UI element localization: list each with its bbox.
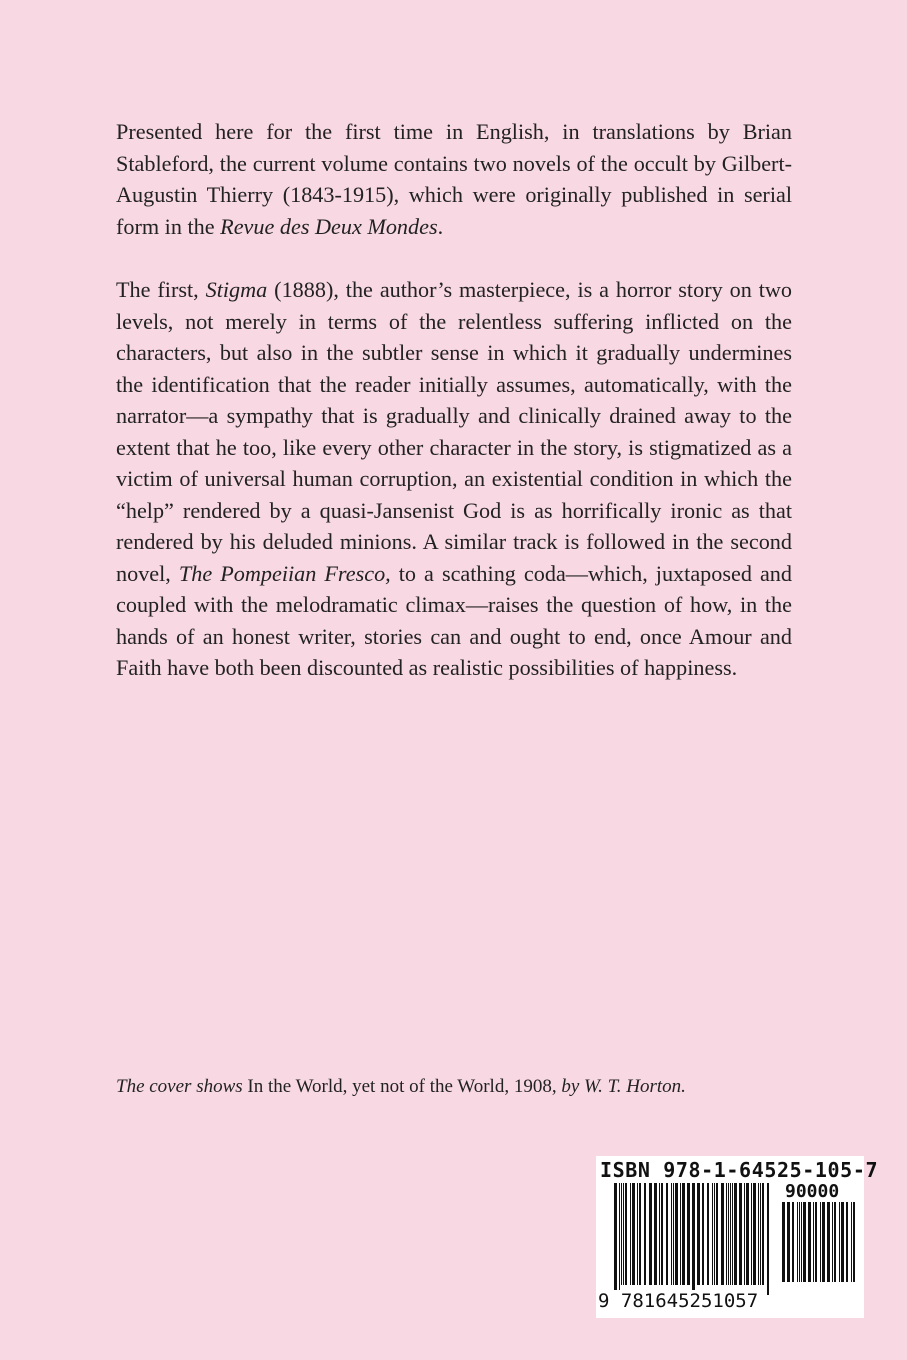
barcode-bar: [675, 1183, 678, 1285]
barcode-bar: [734, 1183, 737, 1285]
barcode-bar: [623, 1183, 624, 1285]
barcode-bar: [851, 1202, 852, 1282]
barcode-bar: [760, 1183, 761, 1285]
barcode-bar: [673, 1183, 674, 1285]
barcode-bar: [751, 1183, 752, 1285]
barcode-bar: [803, 1202, 806, 1282]
barcode-bars-icon: [614, 1183, 770, 1295]
barcode-bar: [702, 1183, 704, 1285]
barcode-bar: [671, 1183, 672, 1285]
barcode-bar: [619, 1183, 620, 1295]
barcode-addon-bars-icon: [782, 1202, 856, 1292]
isbn-label: ISBN 978-1-64525-105-7: [600, 1158, 879, 1182]
italic-title: The Pompeiian Fresco,: [178, 560, 391, 586]
barcode-bar: [687, 1183, 690, 1285]
italic-title: Revue des Deux Mondes: [220, 213, 438, 239]
barcode-bar: [782, 1202, 785, 1282]
barcode-bar: [820, 1202, 821, 1282]
barcode-bar: [841, 1202, 844, 1282]
barcode-bar: [639, 1183, 641, 1285]
barcode-bar: [726, 1183, 727, 1285]
barcode-bar: [649, 1183, 652, 1285]
barcode-bar: [758, 1183, 759, 1285]
barcode-bar: [797, 1202, 798, 1282]
barcode-bar: [682, 1183, 685, 1285]
barcode-bar: [621, 1183, 622, 1285]
barcode-bar: [799, 1202, 800, 1282]
cover-credit: [116, 1075, 686, 1099]
cover-credit-title: In the World, yet not of the World, 1908,: [247, 1076, 557, 1097]
cover-credit-prefix: The cover shows: [116, 1076, 243, 1097]
barcode-bar: [697, 1183, 700, 1285]
barcode-bar: [637, 1183, 638, 1285]
barcode-bar: [692, 1183, 695, 1295]
barcode-bar: [732, 1183, 733, 1285]
barcode-bar: [832, 1202, 833, 1282]
cover-credit-artist: by W. T. Horton.: [561, 1076, 686, 1097]
barcode-bar: [632, 1183, 635, 1285]
barcode-bar: [808, 1202, 811, 1282]
barcode-digit-first: 9: [598, 1290, 610, 1312]
barcode-bar: [680, 1183, 681, 1285]
barcode-digits: [598, 1290, 758, 1312]
barcode-bar: [712, 1183, 713, 1285]
barcode-bar: [744, 1183, 745, 1285]
barcode-bar: [714, 1183, 715, 1285]
barcode-bar: [792, 1202, 794, 1282]
barcode-digits-right: 251057: [689, 1290, 759, 1312]
barcode-bar: [834, 1202, 836, 1282]
barcode-bar: [853, 1202, 855, 1282]
barcode-bar: [846, 1202, 848, 1282]
barcode-digits-left: 781645: [620, 1290, 690, 1312]
barcode-bar: [625, 1183, 627, 1285]
barcode-bar: [762, 1183, 764, 1285]
barcode-bar: [827, 1202, 830, 1282]
barcode-bar: [822, 1202, 825, 1282]
barcode-bar: [707, 1183, 709, 1285]
barcode-bar: [728, 1183, 729, 1285]
text-run: .: [437, 213, 444, 239]
barcode-bar: [813, 1202, 814, 1282]
barcode-bar: [614, 1183, 617, 1295]
text-run: (1888), the author’s masterpiece, is a horror story on two levels, not merely in terms of the relentless suffering inflicted on the characters, but also in the subtler sense in which it gradually undermines the identification that the reader initially assumes, automatically, with the narrator—a sympathy that is gradually and clinically drained away to the extent that he too, like every other character in the story, is stigmatized as a victim of universal human corruption, an existential condition in which the “help” rendered by a quasi-Jansenist God is as horrifically ironic as that rendered by his deluded minions. A similar track is followed in the second novel,: [116, 277, 792, 586]
barcode-bar: [801, 1202, 802, 1282]
barcode-bar: [644, 1183, 646, 1285]
barcode-addon-code: 90000: [785, 1181, 840, 1202]
barcode-bar: [654, 1183, 657, 1285]
text-run: to a scathing coda—which, juxtaposed and coupled with the melodramatic climax—raises the question of how, in the hands of an honest writer, stories can and ought to end, once Amour and Faith have both been discounted as realistic possibilities of happiness.: [116, 560, 792, 680]
barcode-bar: [767, 1183, 769, 1295]
barcode-bar: [666, 1183, 668, 1285]
text-run: The first,: [116, 277, 206, 302]
barcode-bar: [839, 1202, 840, 1282]
barcode-bar: [721, 1183, 724, 1285]
barcode-bar: [815, 1202, 817, 1282]
barcode-bar: [753, 1183, 756, 1285]
description-paragraph-2: [116, 274, 792, 684]
barcode-bar: [746, 1183, 749, 1285]
barcode-bar: [659, 1183, 660, 1285]
barcode-bar: [739, 1183, 742, 1285]
description-paragraph-1: [116, 116, 792, 242]
barcode-bar: [661, 1183, 663, 1285]
barcode-bar: [630, 1183, 631, 1285]
text-run: Presented here for the first time in English, in translations by Brian Stableford, the current volume contains two novels of the occult by Gilbert-Augustin Thierry (1843-1915), which were originally published in serial form in the: [116, 119, 792, 239]
italic-title: Stigma: [205, 277, 268, 302]
barcode-bar: [787, 1202, 790, 1282]
barcode-bar: [730, 1183, 731, 1285]
barcode-bar: [716, 1183, 718, 1285]
